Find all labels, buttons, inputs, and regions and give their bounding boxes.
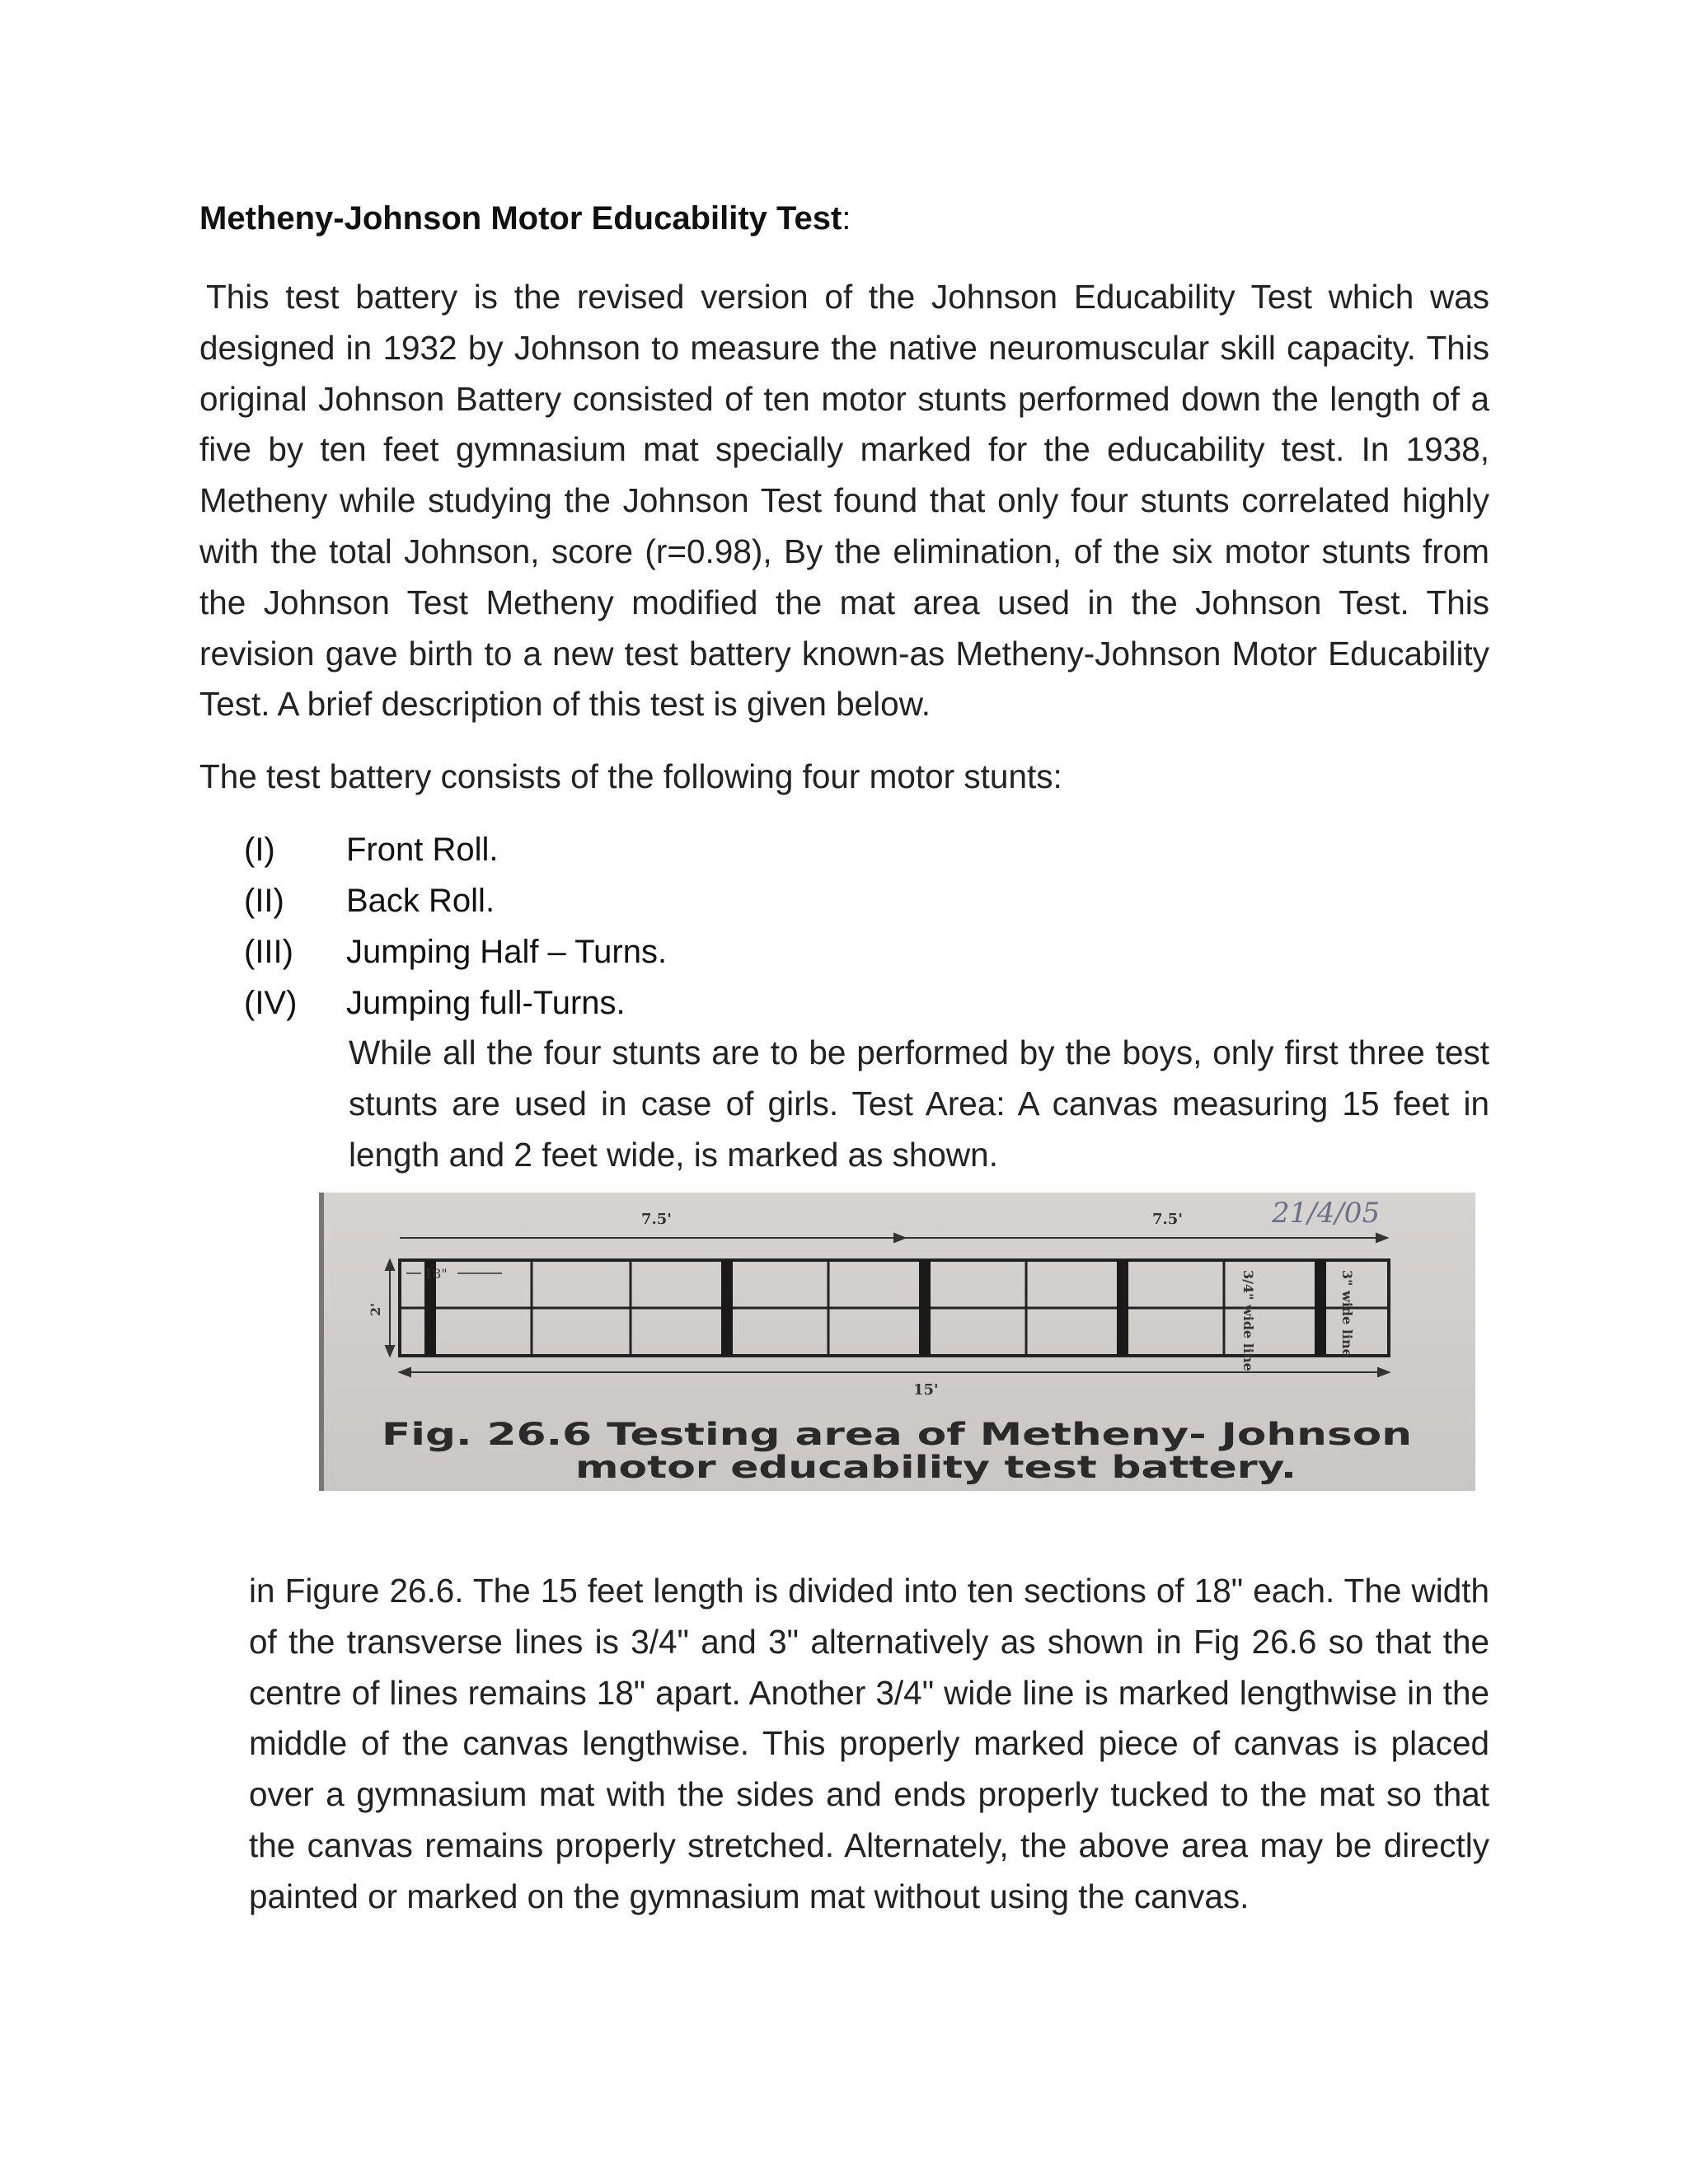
- wide-line-label: 3" wide line: [1339, 1270, 1355, 1357]
- total-arrowhead-right: [1378, 1368, 1389, 1376]
- list-item: [244, 926, 667, 977]
- total-length-label: 15': [913, 1381, 939, 1399]
- list-item-number: (II): [244, 883, 284, 919]
- heading-colon: :: [842, 200, 851, 237]
- width-label: 2': [368, 1302, 383, 1316]
- total-arrowhead-left: [400, 1368, 410, 1376]
- list-item: [244, 977, 667, 1029]
- right-half-arrowhead: [1376, 1234, 1387, 1242]
- wide-line-3: [919, 1260, 931, 1356]
- left-half-arrowhead: [894, 1234, 905, 1242]
- wide-line-5: [1315, 1260, 1326, 1356]
- narrow-line-label: 3/4" wide line: [1240, 1270, 1256, 1371]
- stunts-intro-paragraph: The test battery consists of the following four motor stunts:: [199, 757, 1062, 795]
- list-item-number: (IV): [244, 985, 298, 1021]
- stunt-list: [244, 824, 667, 1029]
- test-area-diagram: [324, 1193, 1475, 1491]
- stunts-note-paragraph: While all the four stunts are to be performed by the boys, only first three test stunts are used in case of girls. Test Area: A canvas measuring 15 feet in length and 2 feet wide, is marked as shown.: [349, 1033, 1489, 1174]
- figure-caption-line-1: Fig. 26.6 Testing area of Metheny- Johnson: [382, 1417, 1412, 1452]
- list-item-label: Jumping Half – Turns.: [346, 934, 668, 970]
- width-arrowhead-top: [386, 1260, 394, 1270]
- section-heading: [199, 200, 851, 237]
- list-item-number: (III): [244, 934, 293, 970]
- figure-description-paragraph: in Figure 26.6. The 15 feet length is divided into ten sections of 18" each. The width of the transverse lines is 3/4" and 3" alternatively as shown in Fig 26.6 so that the centre of lines remains 18" apart. Another 3/4" wide line is marked lengthwise in the middle of the canvas lengthwise. This properly marked piece of canvas is placed over a gymnasium mat with the sides and ends properly tucked to the mat so that the canvas remains properly stretched. Alternately, the above area may be directly painted or marked on the gymnasium mat without using the canvas.: [249, 1572, 1489, 1915]
- intro-paragraph: This test battery is the revised version of the Johnson Educability Test which was designed in 1932 by Johnson to measure the native neuromuscular skill capacity. This original Johnson Battery consisted of ten motor stunts performed down the length of a five by ten feet gymnasium mat specially marked for the educability test. In 1938, Metheny while studying the Johnson Test found that only four stunts correlated highly with the total Johnson, score (r=0.98), By the elimination, of the six motor stunts from the Johnson Test Metheny modified the mat area used in the Johnson Test. This revision gave birth to a new test battery known-as Metheny-Johnson Motor Educability Test. A brief description of this test is given below.: [199, 278, 1489, 724]
- list-item-number: (I): [244, 832, 275, 868]
- list-item: [244, 875, 667, 926]
- top-dimension-arrows: [400, 1234, 1387, 1242]
- right-half-label: 7.5': [1152, 1211, 1183, 1228]
- heading-title: Metheny-Johnson Motor Educability Test: [199, 200, 842, 237]
- list-item-label: Jumping full-Turns.: [346, 985, 626, 1021]
- left-half-label: 7.5': [641, 1211, 672, 1228]
- total-length-arrow: [400, 1368, 1389, 1376]
- wide-line-4: [1117, 1260, 1128, 1356]
- handwritten-note: 21/4/05: [1272, 1197, 1381, 1230]
- width-dimension: [386, 1260, 394, 1356]
- width-arrowhead-bottom: [386, 1346, 394, 1356]
- figure-caption-line-2: motor educability test battery.: [575, 1450, 1296, 1485]
- section-label: 18": [424, 1266, 448, 1282]
- list-item-label: Back Roll.: [346, 883, 495, 919]
- wide-line-2: [721, 1260, 733, 1356]
- list-item: [244, 824, 667, 875]
- list-item-label: Front Roll.: [346, 832, 499, 868]
- test-area-figure: [319, 1193, 1475, 1491]
